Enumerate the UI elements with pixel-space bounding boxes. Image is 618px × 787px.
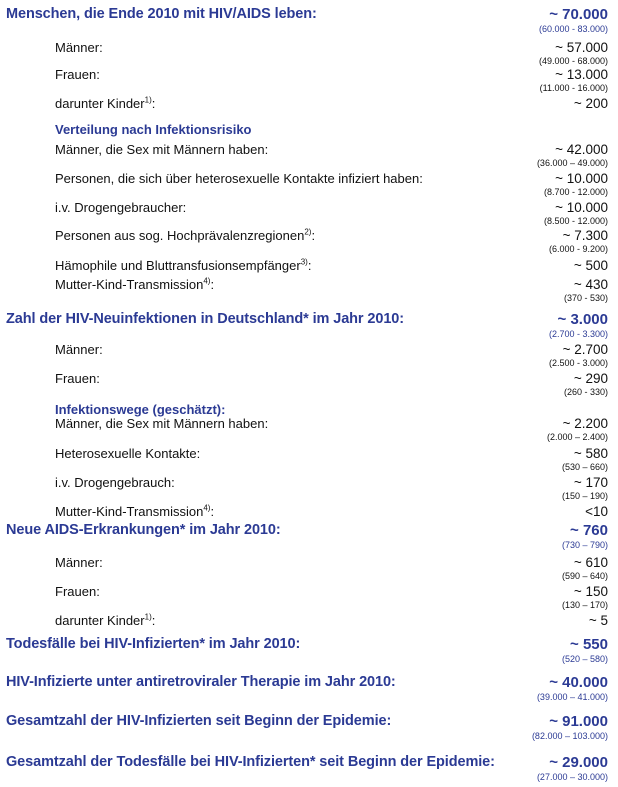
range-value: (27.000 – 30.000) bbox=[536, 772, 608, 782]
estimate-value: ~ 500 bbox=[573, 258, 608, 273]
range-value: (82.000 – 103.000) bbox=[531, 731, 608, 741]
footnote-marker: 2) bbox=[304, 227, 312, 237]
label-text: Zahl der HIV-Neuinfektionen in Deutschland* im Jahr 2010: bbox=[6, 311, 404, 327]
label-suffix: : bbox=[151, 613, 156, 628]
footnote-marker: 1) bbox=[144, 612, 152, 622]
row-label bbox=[55, 142, 268, 157]
range-value: (8.700 - 12.000) bbox=[543, 187, 608, 197]
range-value: (2.700 - 3.300) bbox=[548, 329, 608, 339]
label-text: Frauen: bbox=[55, 371, 100, 386]
estimate-value: ~ 29.000 bbox=[549, 754, 608, 771]
label-text: i.v. Drogengebraucher: bbox=[55, 200, 187, 215]
row-label bbox=[6, 6, 317, 22]
footnote-marker: 1) bbox=[144, 95, 152, 105]
row-label bbox=[55, 40, 103, 55]
label-suffix: : bbox=[311, 228, 316, 243]
row-label bbox=[6, 311, 404, 327]
row-label bbox=[55, 504, 214, 519]
label-text: Personen, die sich über heterosexuelle Kontakte infiziert haben: bbox=[55, 171, 423, 186]
label-text: Verteilung nach Infektionsrisiko bbox=[55, 122, 252, 137]
range-value: (60.000 - 83.000) bbox=[538, 24, 608, 34]
label-text: Männer, die Sex mit Männern haben: bbox=[55, 416, 269, 431]
range-value: (150 – 190) bbox=[561, 491, 608, 501]
estimate-value: ~ 550 bbox=[570, 636, 608, 653]
row-label bbox=[6, 754, 495, 770]
estimate-value: ~ 91.000 bbox=[549, 713, 608, 730]
estimate-value: ~ 42.000 bbox=[555, 142, 608, 157]
range-value: (590 – 640) bbox=[561, 571, 608, 581]
row-label bbox=[55, 200, 186, 215]
label-text: i.v. Drogengebrauch: bbox=[55, 475, 175, 490]
estimate-value: ~ 170 bbox=[573, 475, 608, 490]
range-value: (130 – 170) bbox=[561, 600, 608, 610]
label-text: Mutter-Kind-Transmission bbox=[55, 277, 204, 292]
label-text: Personen aus sog. Hochprävalenzregionen bbox=[55, 228, 305, 243]
label-text: Gesamtzahl der Todesfälle bei HIV-Infizierten* seit Beginn der Epidemie: bbox=[6, 754, 495, 770]
estimate-value: ~ 70.000 bbox=[549, 6, 608, 23]
range-value: (39.000 – 41.000) bbox=[536, 692, 608, 702]
label-text: HIV-Infizierte unter antiretroviraler Therapie im Jahr 2010: bbox=[6, 674, 396, 690]
row-label bbox=[55, 446, 200, 461]
estimate-value: ~ 3.000 bbox=[557, 311, 608, 328]
label-text: Neue AIDS-Erkrankungen* im Jahr 2010: bbox=[6, 522, 281, 538]
range-value: (6.000 - 9.200) bbox=[548, 244, 608, 254]
label-suffix: : bbox=[210, 504, 215, 519]
estimate-value: ~ 610 bbox=[573, 555, 608, 570]
estimate-value: ~ 2.200 bbox=[562, 416, 608, 431]
label-text: Männer, die Sex mit Männern haben: bbox=[55, 142, 269, 157]
footnote-marker: 4) bbox=[203, 276, 211, 286]
estimate-value: ~ 580 bbox=[573, 446, 608, 461]
row-label bbox=[6, 713, 391, 729]
range-value: (49.000 - 68.000) bbox=[538, 56, 608, 66]
row-label bbox=[55, 171, 423, 186]
label-suffix: : bbox=[307, 258, 312, 273]
row-label bbox=[6, 522, 281, 538]
row-label bbox=[55, 613, 155, 628]
row-label bbox=[55, 555, 103, 570]
label-text: Todesfälle bei HIV-Infizierten* im Jahr 2010: bbox=[6, 636, 301, 652]
label-text: darunter Kinder bbox=[55, 96, 145, 111]
estimate-value: ~ 200 bbox=[573, 96, 608, 111]
footnote-marker: 3) bbox=[300, 257, 308, 267]
label-text: Männer: bbox=[55, 40, 103, 55]
estimate-value: ~ 13.000 bbox=[555, 67, 608, 82]
range-value: (8.500 - 12.000) bbox=[543, 216, 608, 226]
range-value: (260 - 330) bbox=[563, 387, 608, 397]
range-value: (2.000 – 2.400) bbox=[546, 432, 608, 442]
row-label bbox=[55, 475, 175, 490]
range-value: (2.500 - 3.000) bbox=[548, 358, 608, 368]
label-text: Hämophile und Bluttransfusionsempfänger bbox=[55, 258, 301, 273]
label-suffix: : bbox=[210, 277, 215, 292]
estimate-value: ~ 290 bbox=[573, 371, 608, 386]
label-text: Männer: bbox=[55, 342, 103, 357]
estimate-value: ~ 430 bbox=[573, 277, 608, 292]
range-value: (36.000 – 49.000) bbox=[536, 158, 608, 168]
label-text: Gesamtzahl der HIV-Infizierten seit Beginn der Epidemie: bbox=[6, 713, 392, 729]
estimate-value: ~ 7.300 bbox=[562, 228, 608, 243]
label-text: Frauen: bbox=[55, 67, 100, 82]
range-value: (730 – 790) bbox=[561, 540, 608, 550]
label-text: Menschen, die Ende 2010 mit HIV/AIDS leben: bbox=[6, 6, 317, 22]
label-text: Frauen: bbox=[55, 584, 100, 599]
row-label bbox=[55, 277, 214, 292]
estimate-value: ~ 57.000 bbox=[555, 40, 608, 55]
label-suffix: : bbox=[151, 96, 156, 111]
estimate-value: ~ 5 bbox=[588, 613, 608, 628]
range-value: (370 - 530) bbox=[563, 293, 608, 303]
footnote-marker: 4) bbox=[203, 503, 211, 513]
range-value: (11.000 - 16.000) bbox=[539, 83, 608, 93]
label-text: darunter Kinder bbox=[55, 613, 145, 628]
row-label bbox=[6, 636, 300, 652]
row-label bbox=[55, 584, 100, 599]
row-label bbox=[55, 416, 268, 431]
row-label bbox=[55, 402, 225, 417]
row-label bbox=[55, 96, 155, 111]
range-value: (520 – 580) bbox=[561, 654, 608, 664]
row-label bbox=[55, 258, 311, 273]
label-text: Männer: bbox=[55, 555, 103, 570]
estimate-value: ~ 40.000 bbox=[549, 674, 608, 691]
estimate-value: ~ 150 bbox=[573, 584, 608, 599]
row-label bbox=[6, 674, 396, 690]
row-label bbox=[55, 371, 100, 386]
label-text: Infektionswege (geschätzt): bbox=[55, 402, 226, 417]
row-label bbox=[55, 67, 100, 82]
estimate-value: ~ 10.000 bbox=[555, 171, 608, 186]
estimate-value: <10 bbox=[585, 504, 608, 519]
label-text: Heterosexuelle Kontakte: bbox=[55, 446, 201, 461]
row-label bbox=[55, 228, 315, 243]
label-text: Mutter-Kind-Transmission bbox=[55, 504, 204, 519]
estimate-value: ~ 10.000 bbox=[555, 200, 608, 215]
row-label bbox=[55, 342, 103, 357]
estimate-value: ~ 2.700 bbox=[562, 342, 608, 357]
row-label bbox=[55, 122, 252, 137]
estimate-value: ~ 760 bbox=[570, 522, 608, 539]
range-value: (530 – 660) bbox=[561, 462, 608, 472]
